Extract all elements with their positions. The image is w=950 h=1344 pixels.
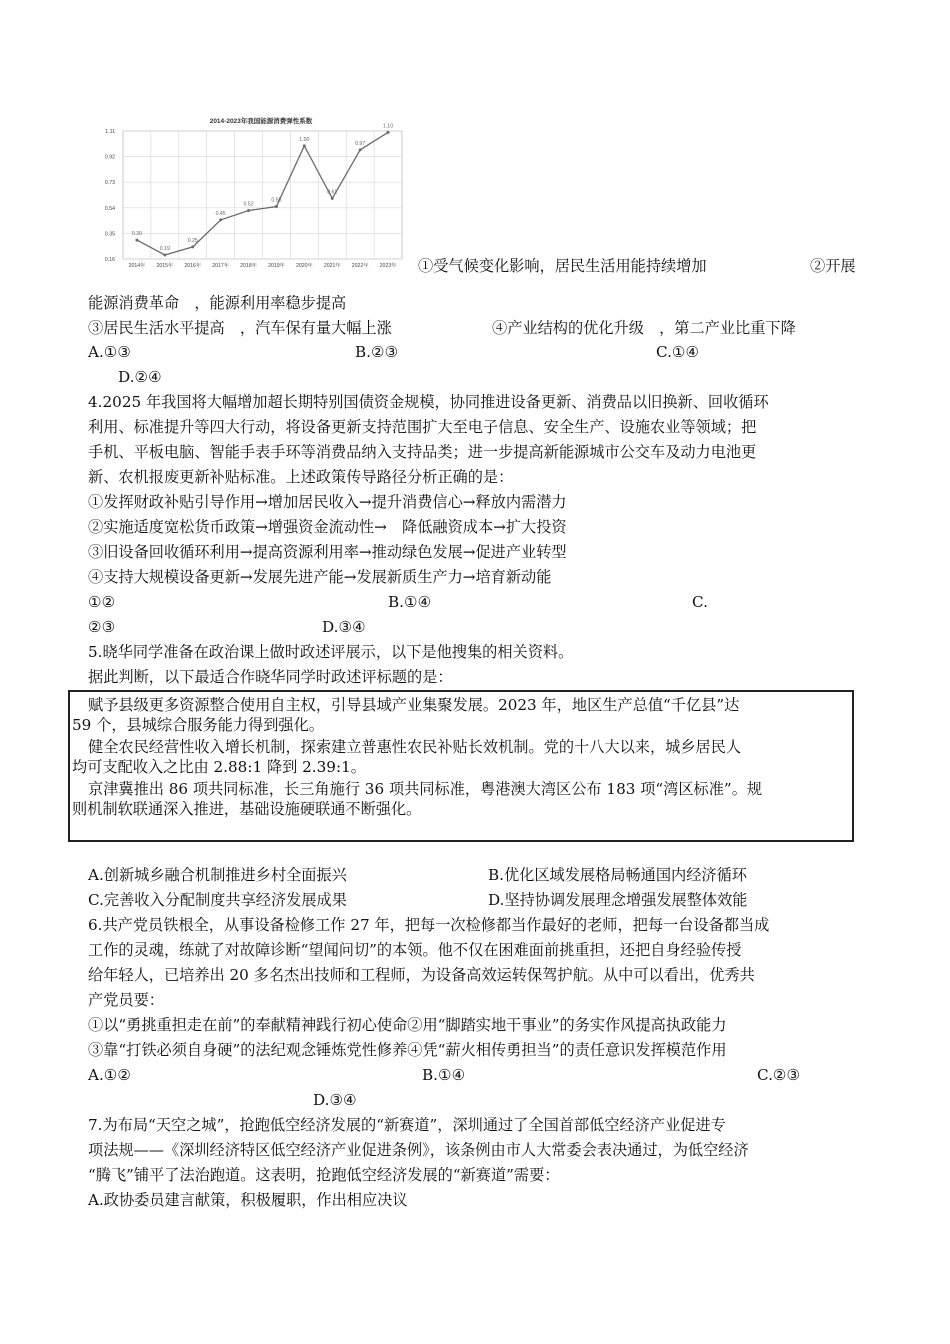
- x-tick-label: 2015年: [156, 263, 174, 269]
- q3-choice-c[interactable]: C.①④: [656, 343, 700, 361]
- q5-stem-2: 据此判断，以下最适合作晓华同学时政述评标题的是：: [88, 668, 453, 686]
- data-point: [359, 148, 362, 151]
- data-label: 0.97: [355, 140, 366, 147]
- q6-choice-a[interactable]: A.①②: [88, 1066, 132, 1084]
- q4-choice-a[interactable]: ①②: [88, 593, 116, 611]
- data-label: 1.00: [299, 136, 310, 143]
- x-tick-label: 2022年: [351, 263, 369, 269]
- q7-stem-1: 7.为布局“天空之城”，抢跑低空经济发展的“新赛道”，深圳通过了全国首部低空经济产业促进专: [88, 1116, 726, 1134]
- q6-stem-2: 工作的灵魂，练就了对故障诊断“望闻问切”的本领。他不仅在困难面前挑重担，还把自身经验传授: [88, 941, 742, 959]
- q4-option-2: ②实施适度宽松货币政策→增强资金流动性→ 降低融资成本→扩大投资: [88, 518, 567, 536]
- y-tick-label: 1.11: [105, 129, 115, 135]
- x-tick-label: 2020年: [295, 263, 313, 269]
- q5-stem-1: 5.晓华同学准备在政治课上做时政述评展示，以下是他搜集的相关资料。: [88, 643, 574, 661]
- q3-choice-a[interactable]: A.①③: [88, 343, 132, 361]
- x-tick-label: 2021年: [323, 263, 341, 269]
- q4-stem-2: 利用、标准提升等四大行动，将设备更新支持范围扩大至电子信息、安全生产、设施农业等领域；把: [88, 418, 757, 436]
- data-label: 0.19: [159, 245, 170, 252]
- data-point: [275, 205, 278, 208]
- q5-choice-d[interactable]: D.坚持协调发展理念增强发展整体效能: [488, 891, 748, 909]
- q4-option-3: ③旧设备回收循环利用→提高资源利用率→推动绿色发展→促进产业转型: [88, 543, 567, 561]
- chart-svg: [96, 113, 409, 271]
- x-tick-label: 2018年: [240, 263, 257, 269]
- q3-option-3: ③居民生活水平提高 ，汽车保有量大幅上涨: [88, 319, 392, 337]
- q4-stem-1: 4.2025 年我国将大幅增加超长期特别国债资金规模，协同推进设备更新、消费品以旧换新、回收循环: [88, 393, 769, 411]
- q6-stem-3: 给年轻人，已培养出 20 多名杰出技师和工程师，为设备高效运转保驾护航。从中可以看出，优秀共: [88, 966, 755, 984]
- q6-choice-b[interactable]: B.①④: [422, 1066, 466, 1084]
- q5-material-box: [68, 690, 854, 842]
- data-point: [163, 253, 166, 256]
- q4-choice-d[interactable]: D.③④: [322, 618, 366, 636]
- q4-option-4: ④支持大规模设备更新→发展先进产能→发展新质生产力→培育新动能: [88, 568, 552, 586]
- y-tick-label: 0.73: [104, 180, 115, 187]
- x-tick-label: 2014年: [128, 263, 146, 269]
- material-2-line-1: 健全农民经营性收入增长机制，探索建立普惠性农民补贴长效机制。党的十八大以来，城乡居民人: [88, 738, 742, 756]
- data-label: 0.25: [187, 237, 198, 244]
- q3-option-1: ①受气候变化影响，居民生活用能持续增加: [418, 257, 707, 275]
- x-tick-label: 2017年: [212, 263, 230, 269]
- q5-choice-c[interactable]: C.完善收入分配制度共享经济发展成果: [88, 891, 347, 909]
- q3-choice-d[interactable]: D.②④: [118, 368, 162, 386]
- data-label: 0.61: [327, 189, 338, 196]
- q3-option-4: ④产业结构的优化升级 ，第二产业比重下降: [492, 319, 796, 337]
- x-tick-label: 2016年: [184, 263, 202, 269]
- material-2-line-2: 均可支配收入之比由 2.88:1 降到 2.39:1。: [72, 758, 366, 776]
- data-label: 1.10: [382, 123, 394, 130]
- q5-choice-b[interactable]: B.优化区域发展格局畅通国内经济循环: [488, 866, 747, 884]
- material-3-line-1: 京津冀推出 86 项共同标准，长三角施行 36 项共同标准，粤港澳大湾区公布 183 项“湾区标准”。规: [88, 780, 763, 798]
- q5-choice-a[interactable]: A.创新城乡融合机制推进乡村全面振兴: [88, 866, 347, 884]
- data-label: 0.30: [131, 231, 143, 238]
- data-point: [387, 131, 390, 134]
- data-point: [331, 197, 334, 200]
- energy-elasticity-chart: [96, 113, 409, 271]
- q4-stem-3: 手机、平板电脑、智能手表手环等消费品纳入支持品类；进一步提高新能源城市公交车及动力电池更: [88, 443, 757, 461]
- q3-choice-b[interactable]: B.②③: [355, 343, 399, 361]
- x-tick-label: 2023年: [379, 263, 397, 269]
- q6-options-3-4: ③靠“打铁必须自身硬”的法纪观念锤炼党性修养④凭“薪火相传勇担当”的责任意识发挥模范作用: [88, 1041, 727, 1059]
- q4-option-1: ①发挥财政补贴引导作用→增加居民收入→提升消费信心→释放内需潜力: [88, 493, 567, 511]
- q4-stem-4: 新、农机报废更新补贴标准。上述政策传导路径分析正确的是：: [88, 468, 514, 486]
- material-3-line-2: 则机制软联通深入推进，基础设施硬联通不断强化。: [72, 800, 422, 818]
- q6-choice-d[interactable]: D.③④: [313, 1091, 357, 1109]
- y-tick-label: 0.54: [104, 205, 115, 212]
- y-tick-label: 0.92: [104, 154, 115, 161]
- data-label: 0.52: [243, 201, 254, 208]
- data-point: [247, 209, 250, 212]
- data-label: 0.55: [271, 197, 282, 204]
- data-point: [191, 245, 194, 248]
- q7-stem-3: “腾飞”铺平了法治跑道。这表明，抢跑低空经济发展的“新赛道”需要：: [88, 1166, 560, 1184]
- x-tick-label: 2019年: [268, 263, 285, 269]
- q3-option-2-start: ②开展: [810, 257, 856, 275]
- q3-option-2-cont: 能源消费革命 ，能源利用率稳步提高: [88, 294, 347, 312]
- q4-choice-c[interactable]: C.: [692, 593, 708, 611]
- q6-stem-4: 产党员要：: [88, 991, 164, 1009]
- material-1-line-2: 59 个，县城综合服务能力得到强化。: [72, 716, 324, 734]
- q7-choice-a[interactable]: A.政协委员建言献策，积极履职，作出相应决议: [88, 1191, 408, 1209]
- q7-stem-2: 项法规——《深圳经济特区低空经济产业促进条例》，该条例由市人大常委会表决通过，为低空经济: [88, 1141, 749, 1159]
- data-label: 0.45: [215, 210, 226, 217]
- q4-choice-c-cont: ②③: [88, 618, 116, 636]
- q4-choice-b[interactable]: B.①④: [388, 593, 432, 611]
- chart-title: 2014-2023年我国能源消费弹性系数: [209, 118, 313, 125]
- q6-stem-1: 6.共产党员铁根全，从事设备检修工作 27 年，把每一次检修都当作最好的老师，把每一台设备都当成: [88, 916, 770, 934]
- material-1-line-1: 赋予县级更多资源整合使用自主权，引导县域产业集聚发展。2023 年，地区生产总值“千亿县”达: [88, 696, 740, 714]
- data-point: [135, 239, 138, 242]
- y-tick-label: 0.16: [104, 257, 115, 263]
- y-tick-label: 0.35: [104, 231, 115, 238]
- data-point: [303, 144, 306, 147]
- q6-choice-c[interactable]: C.②③: [757, 1066, 801, 1084]
- q6-options-1-2: ①以“勇挑重担走在前”的奉献精神践行初心使命②用“脚踏实地干事业”的务实作风提高执政能力: [88, 1016, 727, 1034]
- data-point: [219, 218, 222, 221]
